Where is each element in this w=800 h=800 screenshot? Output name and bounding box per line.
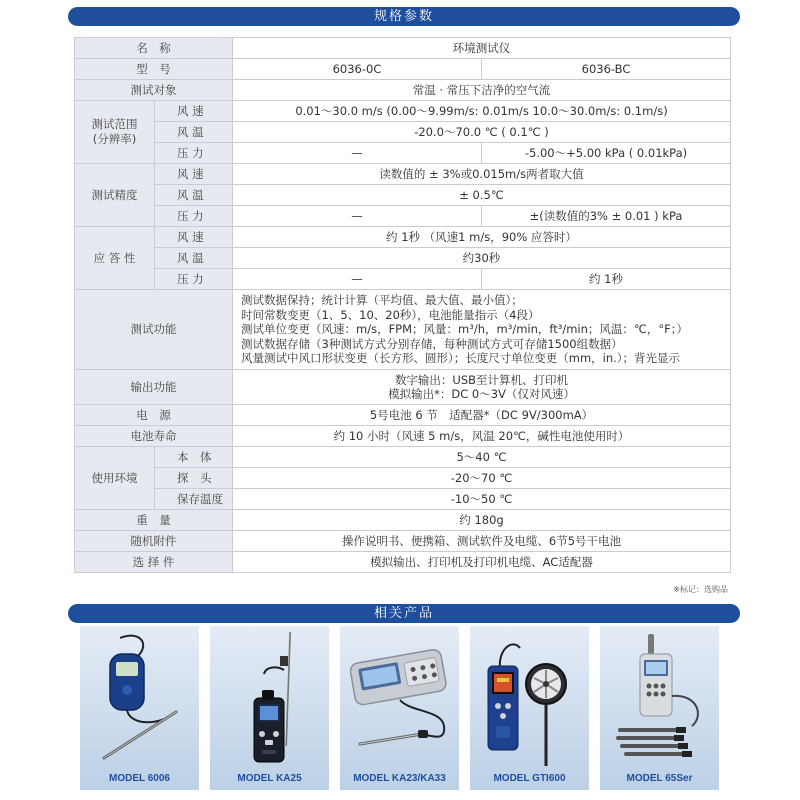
spec-value: -10～50 ℃ [233,488,731,509]
product-6006-icon [80,626,199,776]
spec-group-label: 使用环境 [75,446,155,509]
spec-value: — [233,269,482,290]
spec-value-output [233,369,731,404]
product-card-65ser[interactable] [600,626,719,790]
spec-value: 约 10 小时（风速 5 m/s，风温 20℃，碱性电池使用时） [233,425,731,446]
spec-sublabel: 保存温度 [155,488,233,509]
spec-group-label [75,101,155,164]
spec-sublabel: 风 温 [155,122,233,143]
spec-sublabel: 压 力 [155,143,233,164]
spec-sublabel: 本 体 [155,446,233,467]
function-line: 测试数据保持；统计计算（平均值、最大值、最小值）； [241,293,523,307]
spec-row-output [75,369,731,404]
spec-label: 随机附件 [75,530,233,551]
spec-value: 约 180g [233,509,731,530]
function-line: 测试单位变更（风速：m/s，FPM；风量：m³/h，m³/min，ft³/min；风温：℃，°F；） [241,322,688,337]
spec-group-label-line: 测试范围 [91,117,138,131]
spec-value: 6036-0C [233,59,482,80]
spec-label: 名 称 [75,38,233,59]
spec-value: 常温 · 常压下洁净的空气流 [233,80,731,101]
product-card-ka23[interactable] [340,626,459,790]
optional-note: ※标记：选购品 [673,585,728,594]
product-65ser-icon [600,626,719,776]
spec-row-functions [75,290,731,370]
spec-row-resp-speed [75,227,731,248]
spec-row-accessories [75,530,731,551]
spec-value: — [233,143,482,164]
spec-value: -20.0～70.0 ℃ ( 0.1℃ ) [233,122,731,143]
spec-row-range-speed [75,101,731,122]
spec-row-name [75,38,731,59]
spec-value: 0.01～30.0 m/s (0.00～9.99m/s: 0.01m/s 10.0～30.0m/s: 0.1m/s) [233,101,731,122]
spec-group-label-line: (分辨率) [92,132,137,146]
spec-sublabel: 风 温 [155,248,233,269]
function-line: 时间常数变更（1、5、10、20秒），电池能量指示（4段） [241,307,540,322]
spec-table [74,37,731,573]
spec-row-range-temp [75,122,731,143]
spec-row-acc-press [75,206,731,227]
spec-row-target [75,80,731,101]
spec-row-range-press [75,143,731,164]
spec-sublabel: 风 速 [155,101,233,122]
product-caption: MODEL GTI600 [493,773,566,784]
spec-label: 电池寿命 [75,425,233,446]
spec-label: 重 量 [75,509,233,530]
spec-value: 模拟输出、打印机及打印机电缆、AC适配器 [233,551,731,572]
spec-sublabel: 风 速 [155,227,233,248]
product-gti600-icon [470,626,589,776]
spec-group-label: 测试精度 [75,164,155,227]
spec-value: ±(读数值的3% ± 0.01 ) kPa [482,206,731,227]
product-ka25-icon [210,626,329,776]
spec-label: 测试对象 [75,80,233,101]
product-card-gti600[interactable] [470,626,589,790]
spec-row-resp-press [75,269,731,290]
spec-value: — [233,206,482,227]
product-caption: MODEL KA23/KA33 [353,773,446,784]
spec-row-env-body [75,446,731,467]
spec-label: 电 源 [75,404,233,425]
spec-row-resp-temp [75,248,731,269]
spec-value: 6036-BC [482,59,731,80]
spec-row-model [75,59,731,80]
spec-value: -5.00～+5.00 kPa ( 0.01kPa) [482,143,731,164]
product-caption: MODEL 65Ser [626,773,693,784]
spec-value: 5～40 ℃ [233,446,731,467]
products-row [80,626,720,790]
spec-row-acc-speed [75,164,731,185]
output-line: 模拟输出*：DC 0～3V（仅对风速） [388,386,575,401]
spec-value: 约 1秒 （风速1 m/s，90% 应答时） [233,227,731,248]
spec-group-label: 应 答 性 [75,227,155,290]
spec-row-env-store [75,488,731,509]
spec-sublabel: 风 速 [155,164,233,185]
spec-value: 约30秒 [233,248,731,269]
function-line: 测试数据存储（3种测试方式分别存储，每种测试方式可存储1500组数据） [241,336,623,351]
spec-row-options [75,551,731,572]
spec-sublabel: 探 头 [155,467,233,488]
spec-value: 环境测试仪 [233,38,731,59]
spec-sublabel: 风 温 [155,185,233,206]
section-banner-products: 相关产品 [68,604,740,623]
product-card-6006[interactable] [80,626,199,790]
spec-value: 操作说明书、便携箱、测试软件及电缆、6节5号干电池 [233,530,731,551]
spec-label: 输出功能 [75,369,233,404]
spec-sublabel: 压 力 [155,269,233,290]
output-line: 数字输出：USB至计算机、打印机 [394,372,569,387]
spec-value: -20～70 ℃ [233,467,731,488]
spec-label: 选 择 件 [75,551,233,572]
spec-value: ± 0.5℃ [233,185,731,206]
function-line: 风量测试中风口形状变更（长方形、圆形）；长度尺寸单位变更（mm，in.）；背光显示 [241,351,681,366]
section-banner-spec: 规格参数 [68,7,740,26]
spec-value: 读数值的 ± 3%或0.015m/s两者取大值 [233,164,731,185]
spec-value-functions [233,290,731,370]
spec-row-env-probe [75,467,731,488]
spec-row-battery [75,425,731,446]
spec-label: 测试功能 [75,290,233,370]
product-card-ka25[interactable] [210,626,329,790]
spec-value: 5号电池 6 节 适配器*（DC 9V/300mA） [233,404,731,425]
spec-value: 约 1秒 [482,269,731,290]
spec-row-weight [75,509,731,530]
spec-row-power [75,404,731,425]
product-caption: MODEL 6006 [109,773,170,784]
spec-row-acc-temp [75,185,731,206]
product-caption: MODEL KA25 [237,773,302,784]
spec-sublabel: 压 力 [155,206,233,227]
spec-label: 型 号 [75,59,233,80]
product-ka23-icon [340,626,459,776]
